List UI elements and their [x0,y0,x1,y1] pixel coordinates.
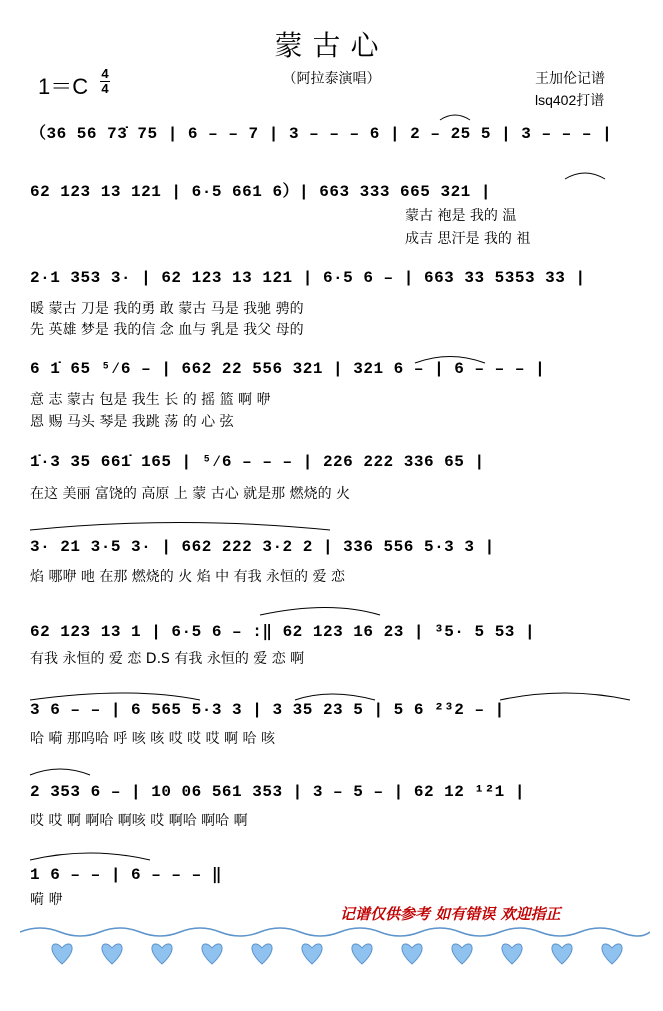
lyrics-verse-1: 嗬 咿 [30,892,63,908]
lyrics-verse-2: 先 英雄 梦是 我的信 念 血与 乳是 我父 母的 [30,322,304,338]
notation: 6 1̇ 65 ⁵⁄6 – | 662 22 556 321 | 321 6 – | 6 – – – | [30,360,546,378]
lyrics-verse-1: 意 志 蒙古 包是 我生 长 的 摇 篮 啊 咿 [30,392,271,408]
hearts-ribbon-decoration [20,920,650,980]
notation: 3· 21 3·5 3· | 662 222 3·2 2 | 336 556 5·3 3 | [30,538,495,556]
transcriber-credit: 王加伦记谱 [535,70,605,86]
typesetter-credit: lsq402打谱 [535,92,605,108]
lyrics-verse-1: 暖 蒙古 刀是 我的勇 敢 蒙古 马是 我驰 骋的 [30,301,304,317]
page-title: 蒙古心 [274,29,389,62]
lyrics-verse-1: 蒙古 袍是 我的 温 [405,208,517,224]
lyrics-verse-1: 有我 永恒的 爱 恋 D.S 有我 永恒的 爱 恋 啊 [30,651,305,667]
key-signature: 1＝C [38,74,89,99]
notation: 62 123 13 121 | 6·5 661 6）| 663 333 665 321 | [30,183,491,201]
meter-bottom: 4 [101,81,109,96]
lyrics-verse-1: 在这 美丽 富饶的 高原 上 蒙 古心 就是那 燃烧的 火 [30,486,351,502]
lyrics-verse-2: 成吉 思汗是 我的 祖 [405,231,531,247]
footer-note: 记谱仅供参考 如有错误 欢迎指正 [340,905,561,923]
notation: 62 123 13 1 | 6·5 6 – :‖ 62 123 16 23 | ³5· 5 53 | [30,623,536,641]
notation: 1 6 – – | 6 – – – ‖ [30,866,222,884]
lyrics-verse-1: 焰 哪咿 吔 在那 燃烧的 火 焰 中 有我 永恒的 爱 恋 [30,569,345,585]
notation: 2·1 353 3· | 62 123 13 121 | 6·5 6 – | 663 33 5353 33 | [30,269,586,287]
notation: 2 353 6 – | 10 06 561 353 | 3 – 5 – | 62 12 ¹²1 | [30,783,525,801]
notation: 1̇·3 35 661̇ 165 | ⁵⁄6 – – – | 226 222 336 65 | [30,453,485,471]
performer-subtitle: （阿拉泰演唱） [282,70,381,86]
lyrics-verse-2: 恩 赐 马头 琴是 我跳 荡 的 心 弦 [30,414,234,430]
lyrics-verse-1: 哈 嗬 那呜哈 呼 咳 咳 哎 哎 哎 啊 哈 咳 [30,731,275,747]
meter-top: 4 [101,66,109,81]
notation: （36 56 73̇ 75 | 6 – – 7 | 3 – – – 6 | 2 – 25 5 | 3 – – – | [30,125,613,143]
notation: 3 6 – – | 6 565 5·3 3 | 3 35 23 5 | 5 6 ²³2 – | [30,701,505,719]
lyrics-verse-1: 哎 哎 啊 啊哈 啊咳 哎 啊哈 啊哈 啊 [30,813,248,829]
